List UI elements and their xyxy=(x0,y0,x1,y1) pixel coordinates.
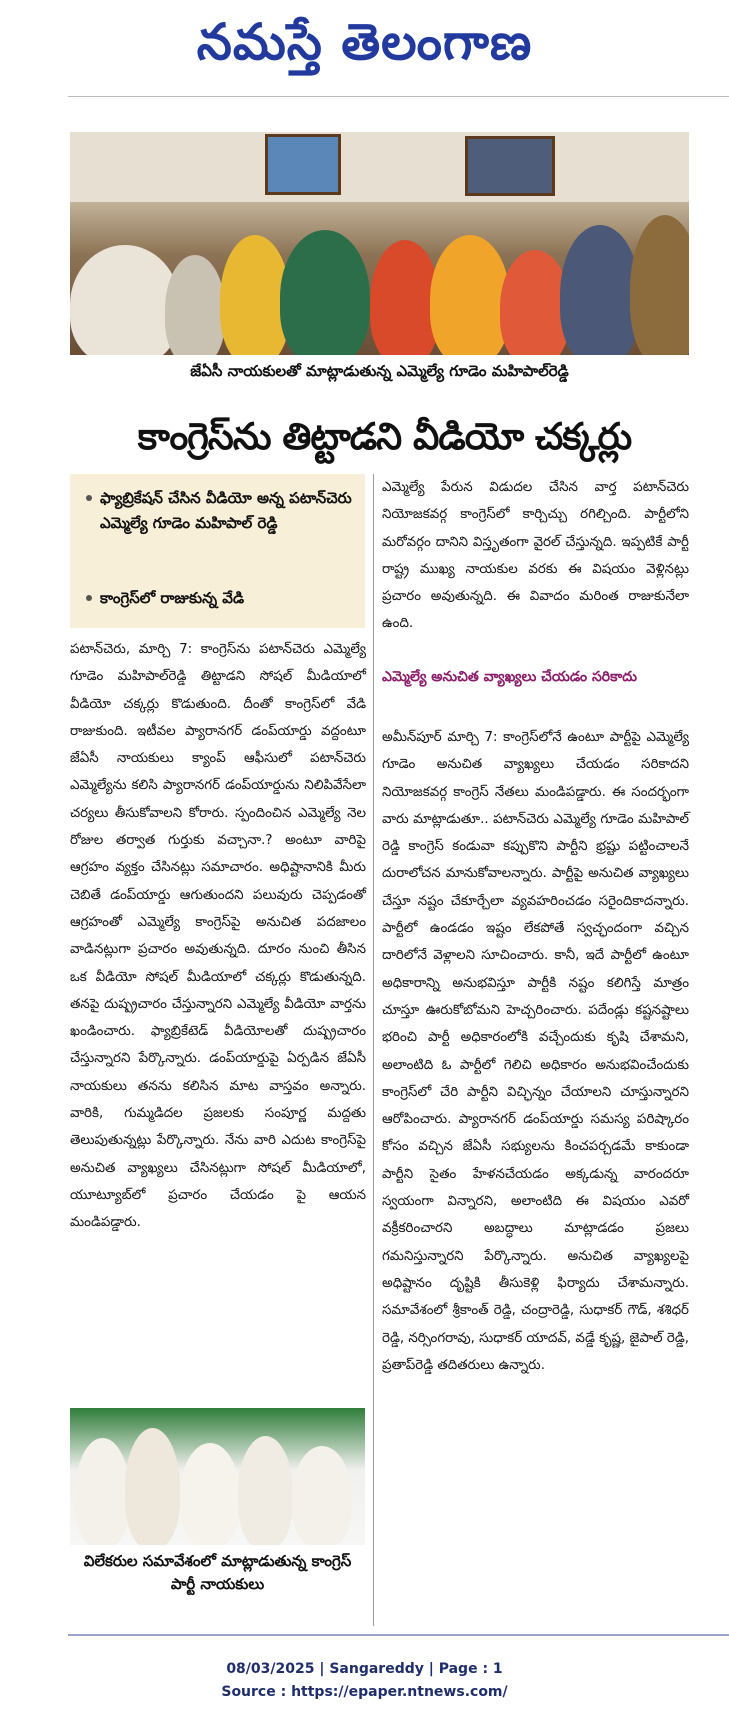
meeting-photo xyxy=(70,132,689,355)
column-divider xyxy=(373,474,374,1626)
masthead-title: నమస్తే తెలంగాణ xyxy=(196,12,533,71)
bullet-icon xyxy=(86,595,92,601)
crowd xyxy=(70,205,689,355)
highlight-text: కాంగ్రెస్‌లో రాజుకున్న వేడి xyxy=(100,589,245,607)
press-meet-photo xyxy=(70,1408,365,1545)
photo-caption: జేఏసీ నాయకులతో మాట్లాడుతున్న ఎమ్మెల్యే గూడెం మహిపాల్‌రెడ్డి xyxy=(190,362,569,380)
article-headline: కాంగ్రెస్‌ను తిట్టాడని వీడియో చక్కర్లు xyxy=(137,415,632,458)
article-subhead: ఎమ్మెల్యే అనుచిత వ్యాఖ్యలు చేయడం సరికాదు xyxy=(382,669,637,685)
footer-source: Source : https://epaper.ntnews.com/ xyxy=(221,1684,508,1700)
highlight-item xyxy=(86,586,356,611)
footer-divider xyxy=(68,1634,729,1636)
footer-date-edition: 08/03/2025 | Sangareddy | Page : 1 xyxy=(226,1661,503,1677)
article-body-left: పటాన్‌చెరు, మార్చి 7: కాంగ్రెస్‌ను పటాన్‌చెరు ఎమ్మెల్యే గూడెం మహిపాల్‌రెడ్డి తిట్టాడని సోషల్ మీడియాలో వీడియో చక్కర్లు కొడుతుంది. దీంతో కాంగ్రెస్‌లో వేడి రాజుకుంది. ఇటీవల ప్యారానగర్ డంప్‌యార్డు వద్దంటూ జేఏసీ నాయకులు క్యాంప్ ఆఫీసులో పటాన్‌చెరు ఎమ్మెల్యేను కలిసి ప్యారానగర్ డంప్‌యార్డును నిలిపివేసేలా చర్యలు తీసుకోవాలని కోరారు. స్పందించిన ఎమ్మెల్యే నెల రోజుల తర్వాత గుర్తుకు వచ్చానా.? అంటూ వారిపై ఆగ్రహం వ్యక్తం చేసినట్లు సమాచారం. అధిష్టానానికి మీరు చెబితే డంప్‌యార్డు ఆగుతుందని పలువురు చెప్పడంతో ఆగ్రహంతో ఎమ్మెల్యే కాంగ్రెస్‌పై అనుచిత పదజాలం వాడినట్లుగా ప్రచారం అవుతున్నది. దూరం నుంచి తీసిన ఒక వీడియో సోషల్ మీడియాలో చక్కర్లు కొడుతున్నది. తనపై దుష్ప్రచారం చేస్తున్నారని ఎమ్మెల్యే వీడియో వార్తను ఖండించారు. ఫ్యాబ్రికేటెడ్ వీడియోలతో దుష్ప్రచారం చేస్తున్నారని పేర్కొన్నారు. డంప్‌యార్డుపై ఏర్పడిన జేఏసీ నాయకులు తనను కలిసిన మాట వాస్తవం అన్నారు. వారికి, గుమ్మడిదల ప్రజలకు సంపూర్ణ మద్దతు తెలుపుతున్నట్లు పేర్కొన్నారు. నేను వారి ఎదుట కాంగ్రెస్‌పై అనుచిత వ్యాఖ్యలు చేసినట్లుగా సోషల్ మీడియాలో, యూట్యూబ్‌లో ప్రచారం చేయడం పై ఆయన మండిపడ్డారు. xyxy=(70,642,366,1231)
masthead xyxy=(0,0,729,96)
highlight-item xyxy=(86,486,356,536)
masthead-divider xyxy=(68,96,729,97)
highlights-box xyxy=(70,474,365,628)
article-body-right-top: ఎమ్మెల్యే పేరున విడుదల చేసిన వార్త పటాన్‌చెరు నియోజకవర్గ కాంగ్రెస్‌లో కార్చిచ్చు రగిల్చింది. పార్టీలోని మరోవర్గం దానిని విస్తృతంగా వైరల్ చేస్తున్నది. ఇప్పటికే పార్టీ రాష్ట్ర ముఖ్య నాయకుల వరకు ఈ విషయం వెళ్లినట్లు ప్రచారం అవుతున్నది. ఈ వివాదం మరింత రాజుకునేలా ఉంది. xyxy=(382,480,689,632)
photo-caption: విలేకరుల సమావేశంలో మాట్లాడుతున్న కాంగ్రెస్ పార్టీ నాయకులు xyxy=(83,1552,352,1593)
photo-wall xyxy=(70,132,689,202)
highlight-text: ఫ్యాబ్రికేషన్ చేసిన వీడియో అన్న పటాన్‌చెరు ఎమ్మెల్యే గూడెం మహిపాల్ రెడ్డి xyxy=(100,489,352,532)
wall-portrait xyxy=(265,134,341,195)
article-body-right: అమీన్‌పూర్ మార్చి 7: కాంగ్రెస్‌లోనే ఉంటూ పార్టీపై ఎమ్మెల్యే గూడెం అనుచిత వ్యాఖ్యలు చేయడం సరికాదని నియోజకవర్గ కాంగ్రెస్ నేతలు మండిపడ్డారు. ఈ సందర్భంగా వారు మాట్లాడుతూ.. పటాన్‌చెరు ఎమ్మెల్యే గూడెం మహిపాల్ రెడ్డి కాంగ్రెస్ కండువా కప్పుకొని పార్టీని భ్రష్టు పట్టించాలనే దురాలోచన మానుకోవాలన్నారు. పార్టీపై అనుచిత వ్యాఖ్యలు చేస్తూ నష్టం చేకూర్చేలా వ్యవహరించడం సరైందికాదన్నారు. పార్టీలో ఉండడం ఇష్టం లేకపోతే స్వచ్ఛందంగా వచ్చిన దారిలోనే వెళ్లాలని సూచించారు. కానీ, ఇదే పార్టీలో ఉంటూ అధికారాన్ని అనుభవిస్తూ పార్టీకి నష్టం కలిగిస్తే మాత్రం చూస్తూ ఊరుకోబోమని హెచ్చరించారు. పదేండ్లు కష్టనష్టాలు భరించి పార్టీ అధికారంలోకి వచ్చేందుకు కృషి చేశామని, అలాంటిది ఓ పార్టీలో గెలిచి అధికారం అనుభవించేందుకు కాంగ్రెస్‌లో చేరి పార్టీని విచ్ఛిన్నం చేయాలని చూస్తున్నారని ఆరోపించారు. ప్యారానగర్ డంప్‌యార్డు సమస్య పరిష్కారం కోసం వచ్చిన జేఏసీ సభ్యులను కించపర్చడమే కాకుండా పార్టీని సైతం హేళనచేయడం అక్కడున్న వారందరూ స్వయంగా విన్నారని, అలాంటిది ఈ విషయం ఎవరో వక్రీకరించారని అబద్ధాలు మాట్లాడడం ప్రజలు గమనిస్తున్నారని పేర్కొన్నారు. అనుచిత వ్యాఖ్యలపై అధిష్టానం దృష్టికి తీసుకెళ్లి ఫిర్యాదు చేశామన్నారు. సమావేశంలో శ్రీకాంత్ రెడ్డి, చంద్రారెడ్డి, సుధాకర్ గౌడ్, శశిధర్ రెడ్డి, నర్సింగరావు, సుధాకర్ యాదవ్, వడ్డే కృష్ణ, జైపాల్ రెడ్డి, ప్రతాప్‌రెడ్డి తదితరులు ఉన్నారు. xyxy=(382,730,689,1373)
bullet-icon xyxy=(86,495,92,501)
wall-painting xyxy=(465,136,555,196)
